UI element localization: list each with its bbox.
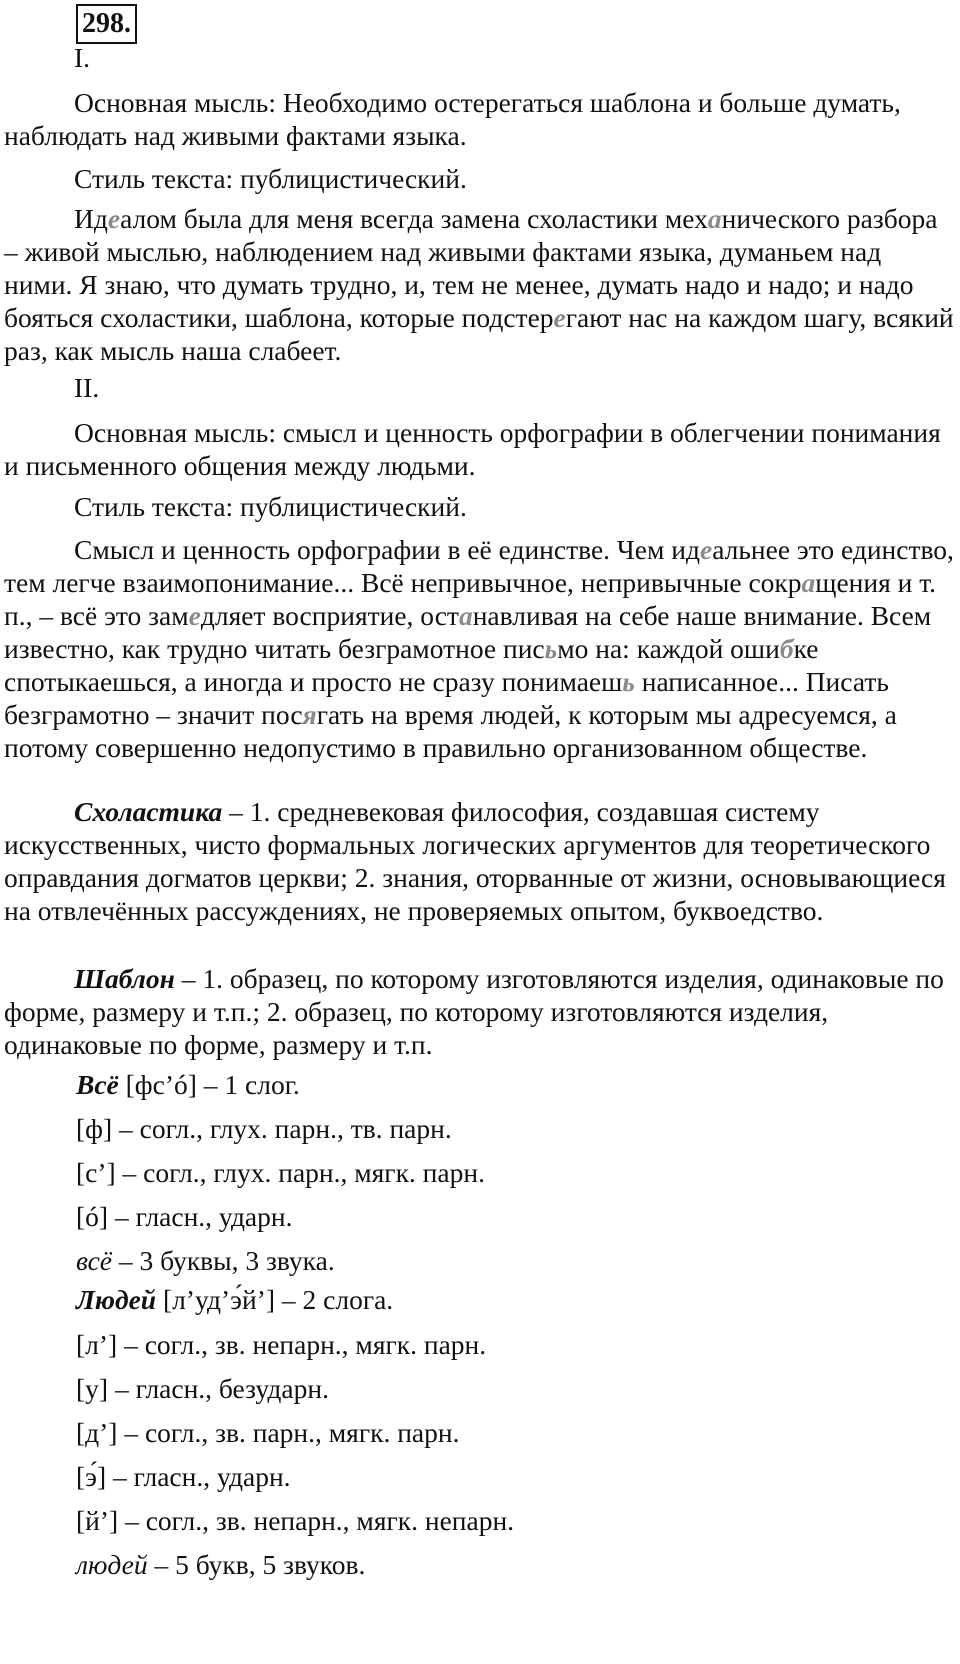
text-segment: гать на время людей, к которым мы адресуемся, а потому совершенно недопустимо в правильно организованном обществе.: [4, 699, 897, 763]
text-segment: гают нас на каждом шагу, всякий раз, как мысль наша слабеет.: [4, 302, 954, 366]
analysis-line: [й’] – согл., зв. непарн., мягк. непарн.: [76, 1505, 515, 1536]
text-segment: альнее это единство, тем легче взаимопонимание... Всё непривычное, непривычные сокр: [4, 534, 954, 598]
highlighted-letter: е: [107, 203, 121, 234]
analysis-line: [л’] – согл., зв. непарн., мягк. парн.: [76, 1329, 487, 1360]
analysis-line: [д’] – согл., зв. парн., мягк. парн.: [76, 1417, 460, 1448]
text-segment: навливая на себе наше внимание. Всем известно, как трудно читать безграмотное пис: [4, 600, 932, 664]
part-1-main-idea: Основная мысль: Необходимо остерегаться шаблона и больше думать, наблюдать над живыми фактами языка.: [4, 87, 901, 151]
text-segment: щения и т. п., – всё это зам: [4, 567, 937, 631]
text-segment: Ид: [74, 203, 108, 234]
analysis-line: людей – 5 букв, 5 звуков.: [76, 1549, 366, 1580]
highlighted-letter: ь: [544, 633, 558, 664]
part-1-text: [4, 202, 956, 367]
highlighted-letter: б: [779, 633, 794, 664]
text-segment: алом была для меня всегда замена схоластики мех: [120, 203, 708, 234]
highlighted-letter: е: [553, 302, 566, 333]
part-1-style: Стиль текста: публицистический.: [74, 163, 467, 194]
highlighted-letter: ь: [622, 666, 635, 697]
text-segment: ке спотыкаешься, а иногда и просто не сразу понимаеш: [4, 633, 819, 697]
highlighted-letter: е: [188, 600, 201, 631]
definition-template: [4, 962, 956, 1061]
highlighted-letter: я: [302, 699, 317, 730]
analysis-line: [у] – гласн., безударн.: [76, 1373, 329, 1404]
text-segment: мо на: каждой оши: [557, 633, 780, 664]
analysis-line: [ó] – гласн., ударн.: [76, 1201, 293, 1232]
part-2-label: II.: [74, 372, 100, 403]
text-segment: дляет восприятие, ост: [200, 600, 459, 631]
definition-term: Схоластика: [74, 796, 223, 827]
analysis-line: Людей [л’уд’э́й’] – 2 слога.: [76, 1284, 394, 1315]
exercise-number: 298.: [76, 4, 137, 44]
part-2-main-idea: Основная мысль: смысл и ценность орфографии в облегчении понимания и письменного общения между людьми.: [4, 417, 941, 481]
highlighted-letter: а: [801, 567, 816, 598]
analysis-line: всё – 3 буквы, 3 звука.: [76, 1245, 335, 1276]
text-segment: Смысл и ценность орфографии в её единстве. Чем ид: [74, 534, 700, 565]
text-segment: написанное... Писать безграмотно – значит пос: [4, 666, 889, 730]
definition-term: Шаблон: [74, 963, 175, 994]
part-2-style: Стиль текста: публицистический.: [74, 491, 467, 522]
definition-text: – 1. средневековая философия, создавшая систему искусственных, чисто формальных логических аргументов для теоретического оправдания догматов церкви; 2. знания, оторванные от жизни, основывающиеся на отвлечённых рассуждениях, не проверяемых опытом, буквоедство.: [4, 796, 946, 926]
analysis-line: [э́] – гласн., ударн.: [76, 1461, 291, 1492]
definition-text: – 1. образец, по которому изготовляются изделия, одинаковые по форме, размеру и т.п.; 2. образец, по которому изготовляются изделия, одинаковые по форме, размеру и т.п.: [4, 963, 944, 1060]
highlighted-letter: а: [458, 600, 473, 631]
highlighted-letter: а: [707, 203, 722, 234]
text-segment: нического разбора – живой мыслью, наблюдением над живыми фактами языка, думаньем над ними. Я знаю, что думать трудно, и, тем не менее, думать надо и надо; и надо бояться схоластики, шаблона, которые подстер: [4, 203, 938, 333]
definition-scholasticism: [4, 795, 956, 927]
part-1-label: I.: [74, 42, 91, 73]
highlighted-letter: е: [699, 534, 713, 565]
analysis-line: Всё [фс’ó] – 1 слог.: [76, 1069, 300, 1100]
part-2-text: [4, 533, 956, 764]
analysis-line: [ф] – согл., глух. парн., тв. парн.: [76, 1113, 452, 1144]
analysis-line: [с’] – согл., глух. парн., мягк. парн.: [76, 1157, 485, 1188]
